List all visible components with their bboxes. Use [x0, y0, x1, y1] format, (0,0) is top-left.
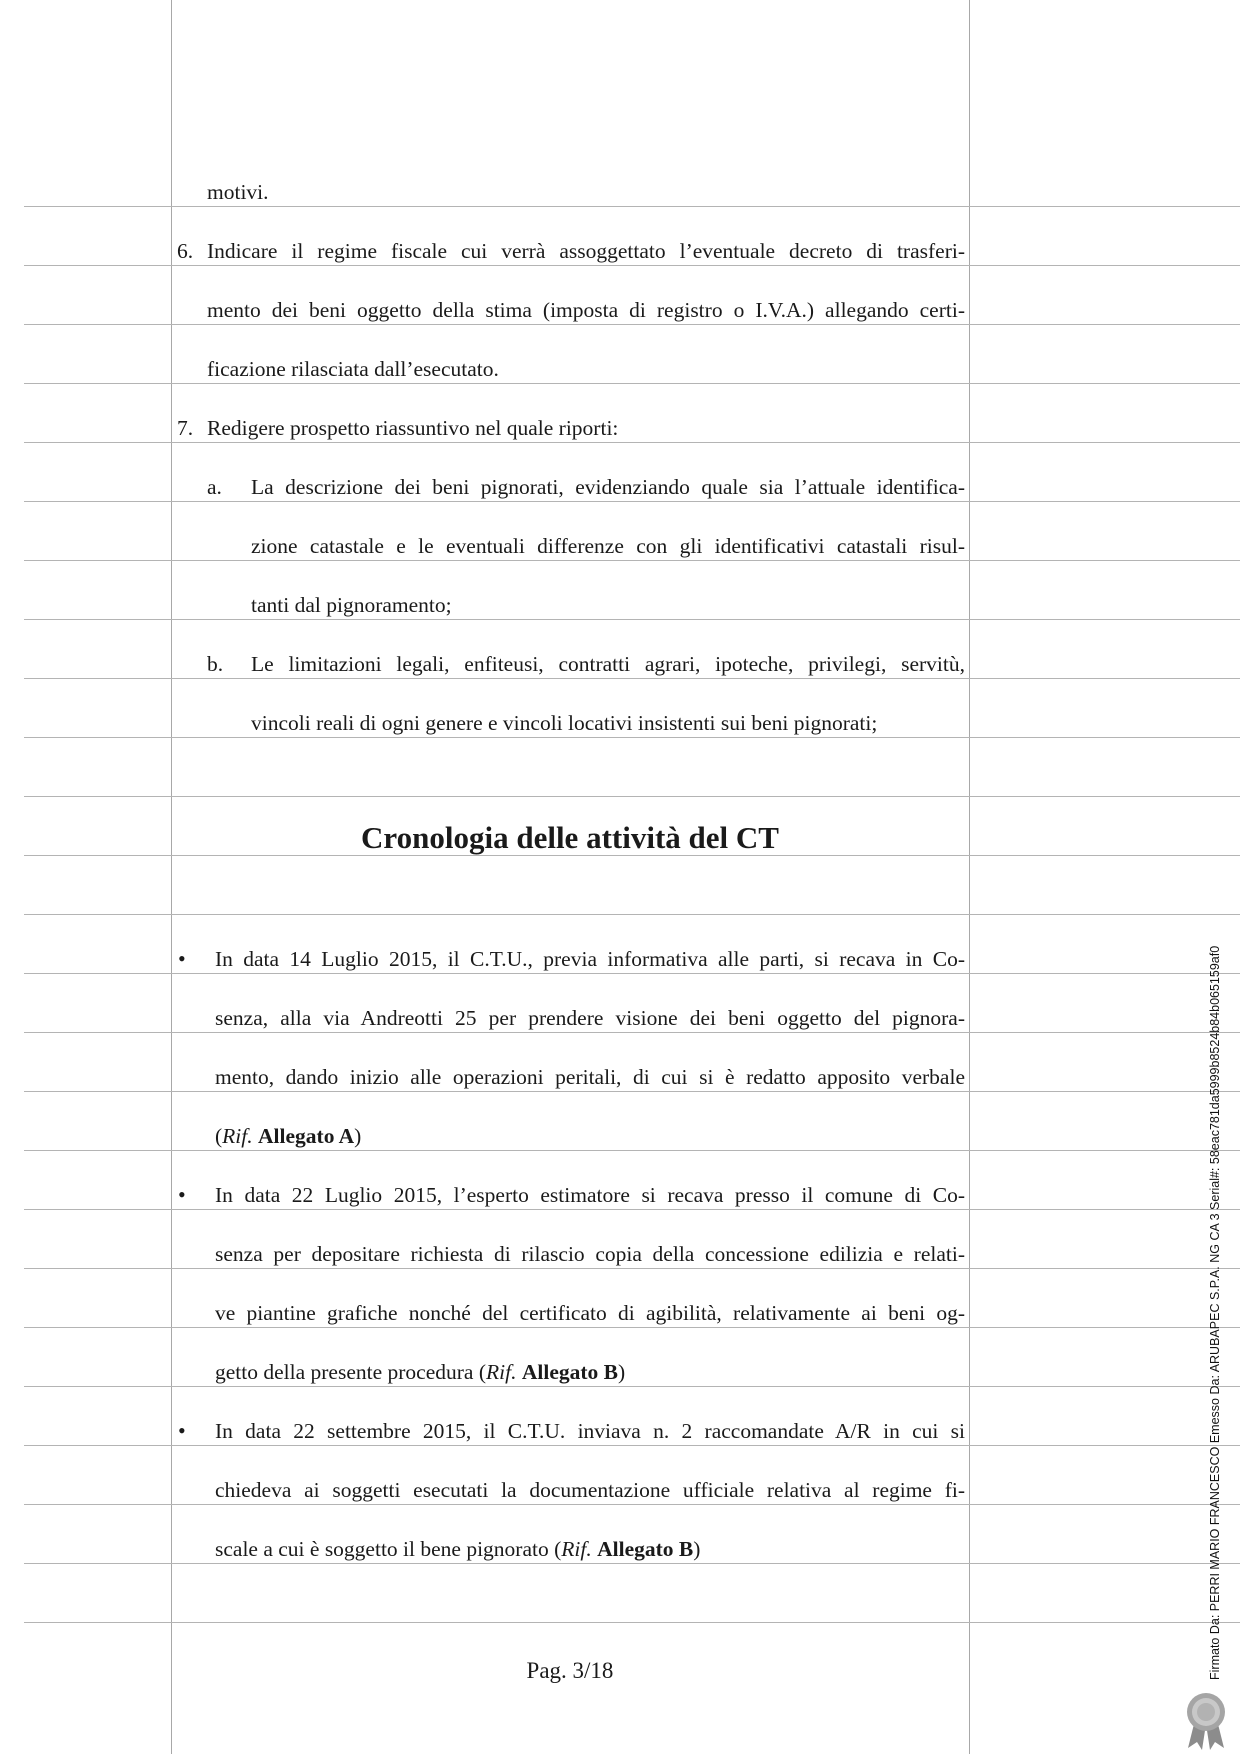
list-item-7-line: Redigere prospetto riassuntivo nel quale riporti: [207, 416, 619, 440]
rif-label: Rif. [561, 1537, 592, 1561]
ruled-line [24, 1209, 1240, 1210]
timeline-entry-1-line: senza, alla via Andreotti 25 per prendere visione dei beni oggetto del pignora- [215, 1006, 965, 1030]
timeline-entry-2-line: getto della presente procedura (Rif. Allegato B) [215, 1360, 626, 1384]
timeline-entry-1-reference: (Rif. Allegato A) [215, 1124, 362, 1148]
ruled-line [24, 501, 1240, 502]
sub-item-b-line: vincoli reali di ogni genere e vincoli locativi insistenti sui beni pignorati; [251, 711, 878, 735]
list-item-6-line: ficazione rilasciata dall’esecutato. [207, 357, 499, 381]
ruled-line [24, 324, 1240, 325]
ruled-line [24, 1091, 1240, 1092]
ruled-line [24, 1032, 1240, 1033]
ruled-line [24, 265, 1240, 266]
ruled-line [24, 1150, 1240, 1151]
bullet-icon: • [178, 946, 186, 971]
timeline-entry-2-line: ve piantine grafiche nonché del certificato di agibilità, relativamente ai beni og- [215, 1301, 965, 1325]
list-item-6-number: 6. [177, 239, 194, 263]
ruled-line [24, 1622, 1240, 1623]
ruled-line [24, 442, 1240, 443]
right-margin-line [969, 0, 970, 1754]
list-item-6-line: mento dei beni oggetto della stima (imposta di registro o I.V.A.) allegando certi- [207, 298, 965, 322]
rif-label: Rif. [486, 1360, 517, 1384]
sub-item-a-line: La descrizione dei beni pignorati, evidenziando quale sia l’attuale identifica- [251, 475, 965, 499]
sub-item-a-line: tanti dal pignoramento; [251, 593, 452, 617]
list-item-5-tail: motivi. [207, 180, 269, 204]
timeline-entry-3-line: In data 22 settembre 2015, il C.T.U. inviava n. 2 raccomandate A/R in cui si [215, 1419, 965, 1443]
ruled-line [24, 796, 1240, 797]
ruled-line [24, 914, 1240, 915]
rif-label: Rif. [222, 1124, 253, 1148]
page-number: Pag. 3/18 [526, 1658, 614, 1683]
allegato-label: Allegato A [258, 1124, 355, 1148]
sub-item-a-line: zione catastale e le eventuali differenze con gli identificativi catastali risul- [251, 534, 965, 558]
ruled-line [24, 737, 1240, 738]
ruled-line [24, 619, 1240, 620]
list-item-6-line: Indicare il regime fiscale cui verrà assoggettato l’eventuale decreto di trasferi- [207, 239, 965, 263]
ruled-line [24, 1268, 1240, 1269]
ruled-line [24, 1445, 1240, 1446]
timeline-entry-3-line: chiedeva ai soggetti esecutati la documentazione ufficiale relativa al regime fi- [215, 1478, 965, 1502]
ruled-line [24, 1327, 1240, 1328]
sub-item-b-line: Le limitazioni legali, enfiteusi, contratti agrari, ipoteche, privilegi, servitù, [251, 652, 965, 676]
list-item-7-number: 7. [177, 416, 194, 440]
timeline-entry-1-line: In data 14 Luglio 2015, il C.T.U., previa informativa alle parti, si recava in Co- [215, 947, 965, 971]
ruled-line [24, 678, 1240, 679]
allegato-label: Allegato B [597, 1537, 694, 1561]
sub-item-b-letter: b. [207, 652, 224, 676]
digital-signature-text: Firmato Da: PERRI MARIO FRANCESCO Emesso Da: ARUBAPEC S.P.A. NG CA 3 Serial#: 58eac781da5999b8524b84b065159af0 [1208, 945, 1222, 1680]
ruled-line [24, 1504, 1240, 1505]
ruled-line [24, 1386, 1240, 1387]
ruled-line [24, 973, 1240, 974]
timeline-entry-1-line: mento, dando inizio alle operazioni peritali, di cui si è redatto apposito verbale [215, 1065, 965, 1089]
timeline-entry-2-line: senza per depositare richiesta di rilascio copia della concessione edilizia e relati- [215, 1242, 965, 1266]
allegato-label: Allegato B [521, 1360, 619, 1384]
ruled-line [24, 1563, 1240, 1564]
ruled-line [24, 206, 1240, 207]
timeline-entry-2-line: In data 22 Luglio 2015, l’esperto estimatore si recava presso il comune di Co- [215, 1183, 965, 1207]
ruled-line [24, 560, 1240, 561]
ruled-line [24, 383, 1240, 384]
bullet-icon: • [178, 1418, 186, 1443]
award-seal-icon [1180, 1690, 1232, 1752]
left-margin-line [171, 0, 172, 1754]
bullet-icon: • [178, 1182, 186, 1207]
section-heading: Cronologia delle attività del CT [361, 820, 779, 855]
timeline-entry-3-line: scale a cui è soggetto il bene pignorato (Rif. Allegato B) [215, 1537, 701, 1561]
sub-item-a-letter: a. [207, 475, 222, 499]
